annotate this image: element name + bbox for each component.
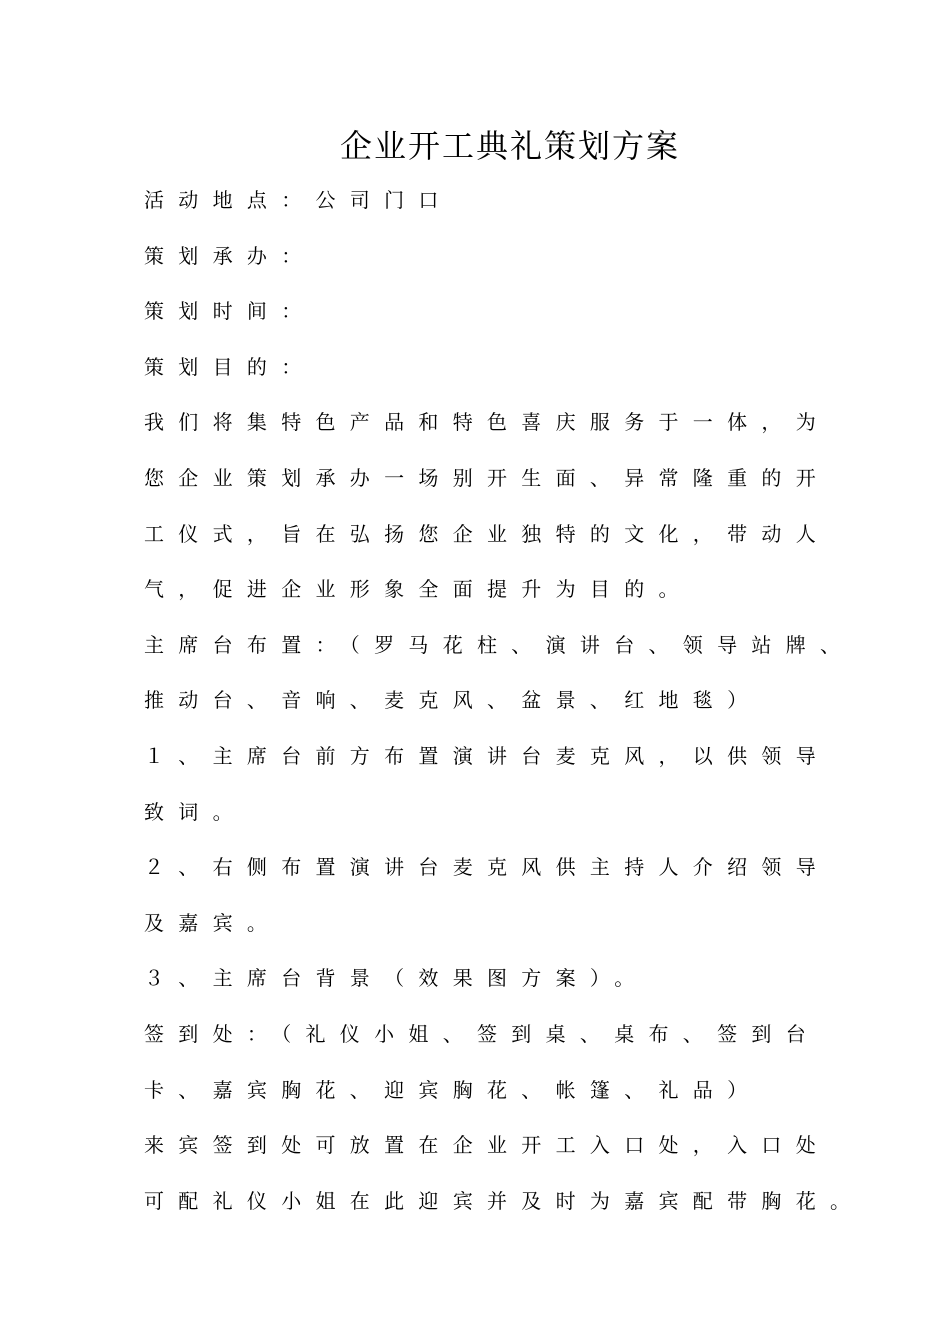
document-title: 企业开工典礼策划方案 [339, 127, 680, 165]
text-line: 来宾签到处可放置在企业开工入口处，入口处 [144, 1133, 830, 1157]
text-line: 签到处：（礼仪小姐、签到桌、桌布、签到台 [144, 1022, 820, 1046]
text-line: 工仪式，旨在弘扬您企业独特的文化，带动人 [144, 522, 830, 546]
text-line: １、主席台前方布置演讲台麦克风，以供领导 [144, 744, 830, 768]
text-line: 策划时间： [144, 299, 316, 323]
text-line: 策划承办： [144, 244, 316, 268]
text-line: 您企业策划承办一场别开生面、异常隆重的开 [144, 466, 830, 490]
text-line: 致词。 [144, 800, 247, 824]
text-line: 主席台布置：（罗马花柱、演讲台、领导站牌、 [144, 633, 855, 657]
text-line: 可配礼仪小姐在此迎宾并及时为嘉宾配带胸花。 [144, 1189, 865, 1213]
text-line: ２、右侧布置演讲台麦克风供主持人介绍领导 [144, 855, 830, 879]
text-line: 我们将集特色产品和特色喜庆服务于一体，为 [144, 410, 830, 434]
text-line: 及嘉宾。 [144, 911, 282, 935]
text-line: 策划目的： [144, 355, 316, 379]
text-line: 卡、嘉宾胸花、迎宾胸花、帐篷、礼品） [144, 1078, 762, 1102]
text-line: 活动地点：公司门口 [144, 188, 453, 212]
text-line: 推动台、音响、麦克风、盆景、红地毯） [144, 688, 762, 712]
text-line: 气，促进企业形象全面提升为目的。 [144, 577, 693, 601]
text-line: ３、主席台背景（效果图方案）。 [144, 966, 649, 990]
